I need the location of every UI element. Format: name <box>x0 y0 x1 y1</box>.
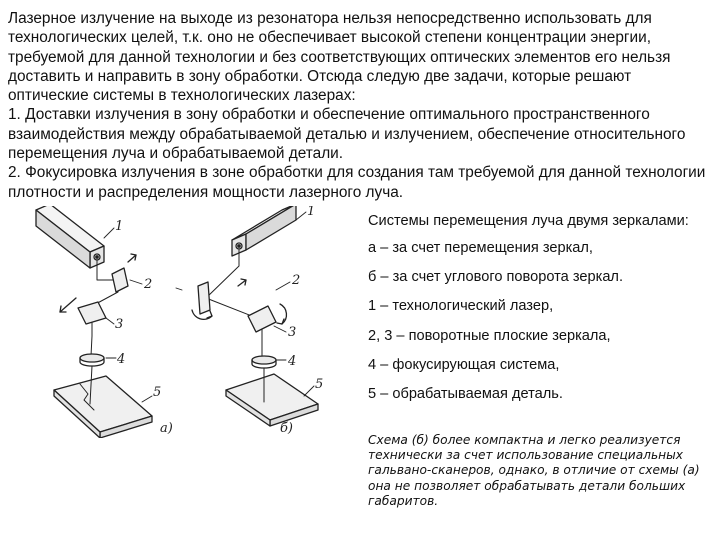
laser-b <box>232 206 296 256</box>
scheme-a <box>36 206 152 438</box>
label-a-4: 4 <box>117 352 126 367</box>
intro-text <box>8 9 712 202</box>
mirror-2-b <box>198 282 210 314</box>
legend-item: 4 – фокусирующая система, <box>368 356 560 373</box>
caption-b: б) <box>280 421 294 436</box>
legend-title: Системы перемещения луча двумя зеркалами: <box>368 213 689 229</box>
mirror-3-a <box>78 302 106 324</box>
legend-item: б – за счет углового поворота зеркал. <box>368 269 624 286</box>
label-b-3: 3 <box>288 325 297 340</box>
lens-4-b <box>252 356 276 364</box>
label-b-1: 1 <box>307 206 316 219</box>
legend-item: а – за счет перемещения зеркал, <box>368 240 593 256</box>
intro-paragraph-1: Лазерное излучение на выходе из резонатора нельзя непосредственно использовать для технологических целей, т.к. оно не обеспечивает высокой степени концентрации энергии, требуемой для данной технологии и без соответствующих оптических элементов его нельзя доставить и направить в зону обработки. Отсюда следую две задачи, которые решают оптические системы в технологических лазерах: <box>8 10 671 105</box>
mirror-2-a <box>112 268 128 292</box>
legend-item: 1 – технологический лазер, <box>368 298 554 315</box>
lens-4-a <box>80 354 104 362</box>
scheme-b <box>176 206 318 426</box>
label-a-5: 5 <box>153 385 162 400</box>
mirror-3-b <box>248 306 276 332</box>
workpiece-5-b <box>226 374 318 426</box>
caption-a: а) <box>160 421 173 436</box>
intro-paragraph-3: 2. Фокусировка излучения в зоне обработки для создания там требуемой для данной технологии плотности и распределения мощности лазерного луча. <box>8 164 706 201</box>
label-b-5: 5 <box>315 377 324 392</box>
mirror-systems-diagram <box>14 206 352 438</box>
label-b-2: 2 <box>292 273 301 288</box>
intro-paragraph-2: 1. Доставки излучения в зону обработки и обеспечение оптимального пространственного взаимодействия между обрабатываемой деталью и излучением, обеспечение относительного перемещения луча и обрабатываемой детали. <box>8 106 686 163</box>
figure-legend <box>368 212 716 414</box>
comparison-note: Схема (б) более компактна и легко реализуется технически за счет использование специальных гальвано-сканеров, однако, в отличие от схемы (а) она не позволяет обрабатывать детали больших габаритов. <box>368 433 700 508</box>
laser-a <box>36 206 104 268</box>
legend-item: 2, 3 – поворотные плоские зеркала, <box>368 327 611 344</box>
label-a-2: 2 <box>144 277 153 292</box>
legend-item: 5 – обрабатываемая деталь. <box>368 385 563 402</box>
workpiece-5-a <box>54 376 152 438</box>
label-a-3: 3 <box>115 317 124 332</box>
label-a-1: 1 <box>115 219 124 234</box>
label-b-4: 4 <box>288 354 297 369</box>
